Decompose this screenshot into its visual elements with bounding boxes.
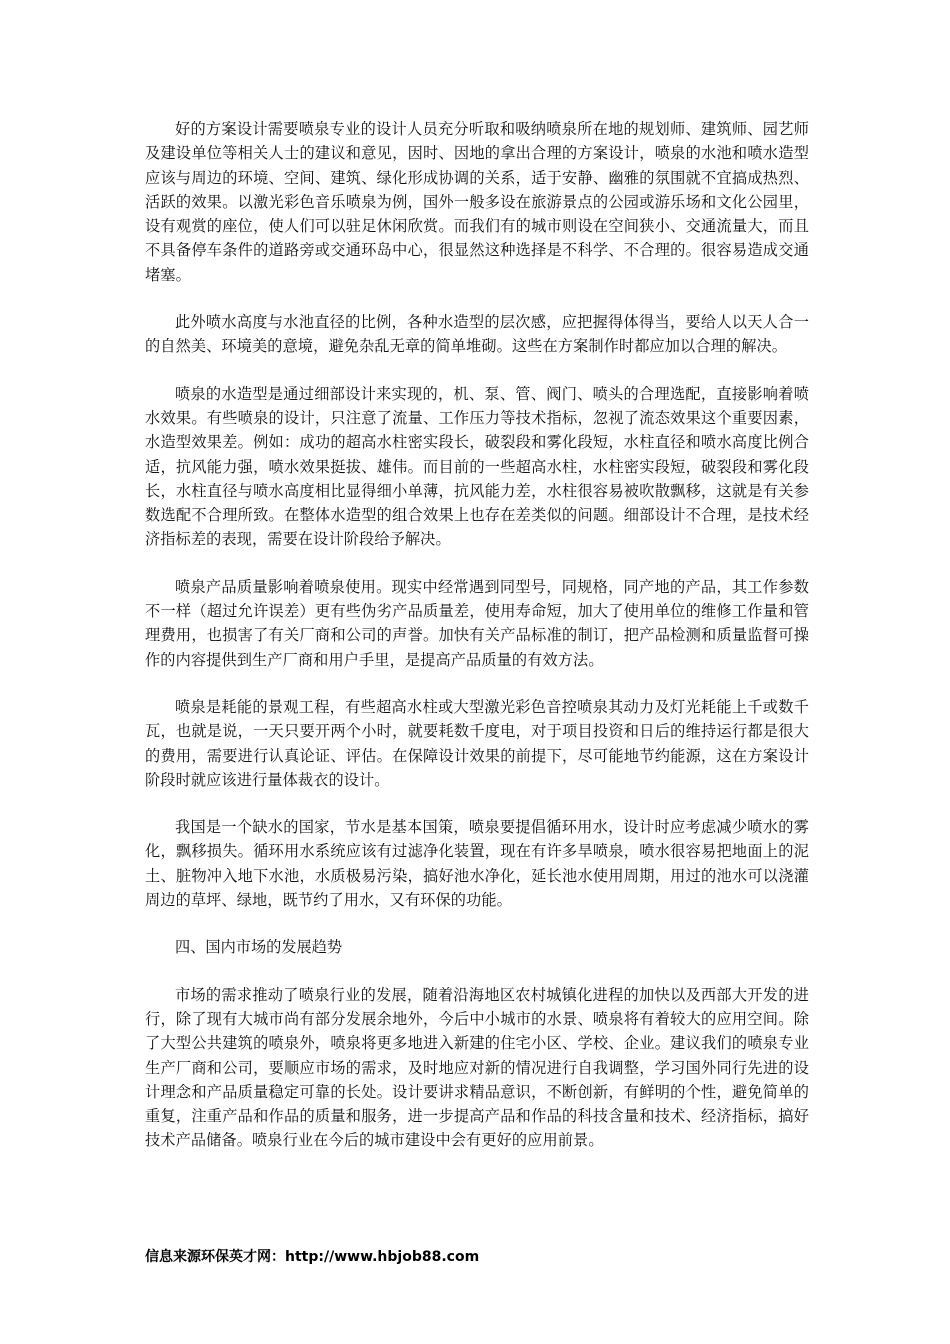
document-body — [145, 117, 809, 1176]
paragraph-height-ratio: 此外喷水高度与水池直径的比例，各种水造型的层次感，应把握得体得当，要给人以天人合一的自然美、环境美的意境，避免杂乱无章的简单堆砌。这些在方案制作时都应加以合理的解决。 — [145, 313, 809, 356]
paragraph-market-trend: 市场的需求推动了喷泉行业的发展，随着沿海地区农村城镇化进程的加快以及西部大开发的进行，除了现有大城市尚有部分发展余地外，今后中小城市的水景、喷泉将有着较大的应用空间。除了大型公共建筑的喷泉外，喷泉将更多地进入新建的住宅小区、学校、企业。建议我们的喷泉专业生产厂商和公司，要顺应市场的需求，及时地应对新的情况进行自我调整，学习国外同行先进的设计理念和产品质量稳定可靠的长处。设计要讲求精品意识，不断创新，有鲜明的个性，避免简单的重复，注重产品和作品的质量和服务，进一步提高产品和作品的科技含量和技术、经济指标，搞好技术产品储备。喷泉行业在今后的城市建设中会有更好的应用前景。 — [145, 985, 809, 1150]
source-footer: 信息来源环保英才网：http://www.hbjob88.com — [145, 1249, 480, 1265]
paragraph-detail-design: 喷泉的水造型是通过细部设计来实现的，机、泵、管、阀门、喷头的合理选配，直接影响着喷水效果。有些喷泉的设计，只注意了流量、工作压力等技术指标，忽视了流态效果这个重要因素，水造型效果差。例如：成功的超高水柱密实段长，破裂段和雾化段短，水柱直径和喷水高度比例合适，抗风能力强，喷水效果挺拔、雄伟。而目前的一些超高水柱，水柱密实段短，破裂段和雾化段长，水柱直径与喷水高度相比显得细小单薄，抗风能力差，水柱很容易被吹散飘移，这就是有关参数选配不合理所致。在整体水造型的组合效果上也存在差类似的问题。细部设计不合理，是技术经济指标差的表现，需要在设计阶段给予解决。 — [145, 384, 809, 549]
paragraph-water-saving: 我国是一个缺水的国家，节水是基本国策，喷泉要提倡循环用水，设计时应考虑减少喷水的雾化，飘移损失。循环用水系统应该有过滤净化装置，现在有许多旱喷泉，喷水很容易把地面上的泥土、脏物冲入地下水池，水质极易污染，搞好池水净化，延长池水使用周期，用过的池水可以浇灌周边的草坪、绿地，既节约了用水，又有环保的功能。 — [145, 818, 809, 910]
paragraph-product-quality: 喷泉产品质量影响着喷泉使用。现实中经常遇到同型号，同规格，同产地的产品，其工作参数不一样（超过允许误差）更有些伪劣产品质量差，使用寿命短，加大了使用单位的维修工作量和管理费用，也损害了有关厂商和公司的声誉。加快有关产品标准的制订，把产品检测和质量监督可操作的内容提供到生产厂商和用户手里，是提高产品质量的有效方法。 — [145, 577, 809, 669]
section-heading: 四、国内市场的发展趋势 — [175, 938, 343, 957]
paragraph-energy: 喷泉是耗能的景观工程，有些超高水柱或大型激光彩色音控喷泉其动力及灯光耗能上千或数千瓦，也就是说，一天只要开两个小时，就要耗数千度电，对于项目投资和日后的维持运行都是很大的费用，需要进行认真论证、评估。在保障设计效果的前提下，尽可能地节约能源，这在方案设计阶段时就应该进行量体裁衣的设计。 — [145, 697, 809, 789]
paragraph-design-consultation: 好的方案设计需要喷泉专业的设计人员充分听取和吸纳喷泉所在地的规划师、建筑师、园艺师及建设单位等相关人士的建议和意见，因时、因地的拿出合理的方案设计，喷泉的水池和喷水造型应该与周边的环境、空间、建筑、绿化形成协调的关系，适于安静、幽雅的氛围就不宜搞成热烈、活跃的效果。以激光彩色音乐喷泉为例，国外一般多设在旅游景点的公园或游乐场和文化公园里，设有观赏的座位，使人们可以驻足休闲欣赏。而我们有的城市则设在空间狭小、交通流量大，而且不具备停车条件的道路旁或交通环岛中心，很显然这种选择是不科学、不合理的。很容易造成交通堵塞。 — [145, 120, 809, 284]
